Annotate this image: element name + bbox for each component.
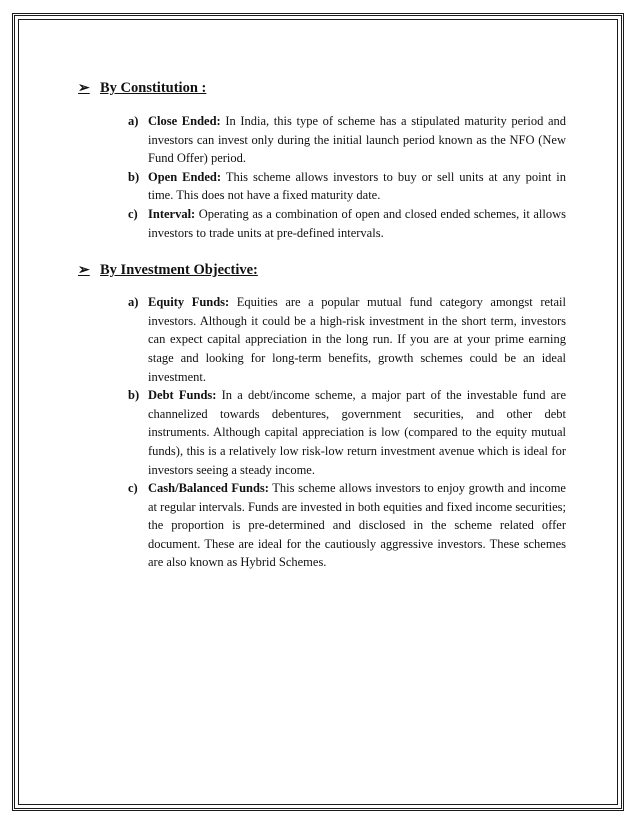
list-item-term: Open Ended: — [148, 169, 222, 184]
list-item-term: Close Ended: — [148, 114, 221, 128]
arrow-bullet-icon: ➢ — [78, 263, 90, 279]
section-heading-text: By Constitution : — [100, 80, 207, 96]
list-item — [128, 293, 566, 386]
list-item — [128, 205, 566, 242]
list-item — [128, 168, 566, 205]
investment-objective-list — [80, 293, 566, 572]
list-item-text: This scheme allows investors to buy or sell units at any point in time. This does not have a fixed maturity date. — [148, 169, 566, 203]
list-item — [128, 112, 566, 168]
list-marker: c) — [128, 206, 138, 221]
section-heading-constitution — [80, 80, 566, 97]
section-heading-investment-objective — [80, 262, 566, 279]
list-item-text: Operating as a combination of open and closed ended schemes, it allows investors to trade units at pre-defined intervals. — [148, 206, 566, 240]
list-item-text: Equities are a popular mutual fund category amongst retail investors. Although it could be a high-risk investment in the short term, investors can expect capital appreciation in the long run. If you are at your prime earning stage and looking for long-term benefits, growth schemes could be an ideal investment. — [148, 295, 566, 384]
list-item — [128, 479, 566, 572]
section-heading-text: By Investment Objective: — [100, 262, 258, 279]
list-item-term: Interval: — [148, 206, 196, 221]
arrow-bullet-icon: ➢ — [78, 81, 90, 96]
document-body — [80, 80, 566, 572]
list-marker: a) — [128, 114, 139, 128]
constitution-list — [80, 112, 566, 242]
list-marker: b) — [128, 388, 140, 403]
list-item — [128, 386, 566, 479]
list-item-text: In a debt/income scheme, a major part of the investable fund are channelized towards debentures, government securities, and other debt instruments. Although capital appreciation is low (compared to the equity mutual funds), this is a relatively low risk-low return investment avenue which is ideal for investors seeing a steady income. — [148, 388, 566, 477]
list-item-term: Equity Funds: — [148, 295, 230, 310]
list-item-term: Cash/Balanced Funds: — [148, 481, 269, 496]
list-marker: a) — [128, 295, 139, 310]
list-item-text: In India, this type of scheme has a stipulated maturity period and investors can invest only during the initial launch period known as the NFO (New Fund Offer) period. — [148, 114, 567, 166]
list-marker: c) — [128, 481, 138, 496]
list-item-term: Debt Funds: — [148, 388, 217, 403]
list-item-text: This scheme allows investors to enjoy growth and income at regular intervals. Funds are invested in both equities and fixed income securities; the proportion is pre-determined and disclosed in the scheme related offer document. These are ideal for the cautiously aggressive investors. These schemes are also known as Hybrid Schemes. — [148, 481, 566, 570]
list-marker: b) — [128, 169, 140, 184]
